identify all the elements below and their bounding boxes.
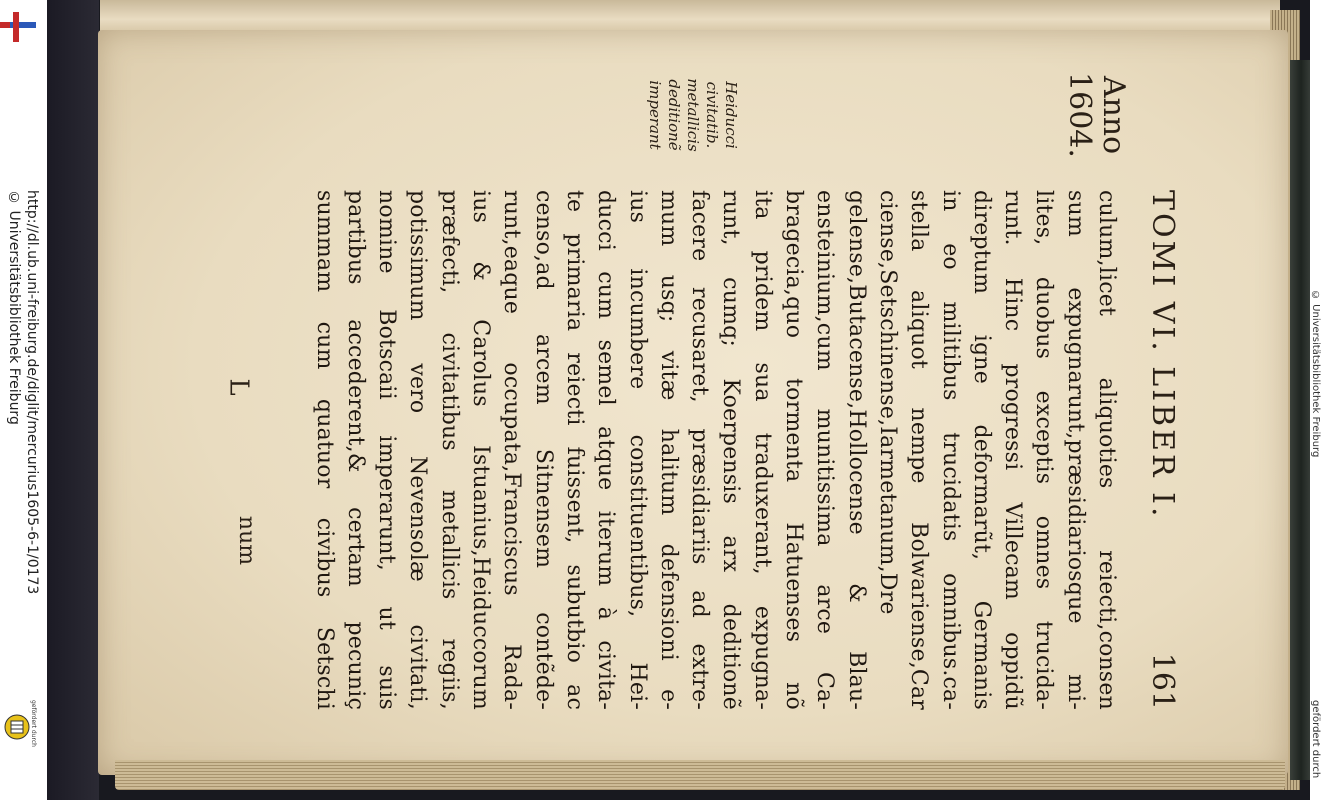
margin-note: deditionẽ: [665, 79, 683, 151]
text-line: potissimum vero Nevensolæ civitati,: [405, 190, 431, 710]
text-line: runt,eaque occupata,Franciscus Rada-: [499, 190, 525, 710]
scan-left-shadow: [47, 0, 99, 800]
text-line: ius & Carolus Istuanius,Heiduccorum: [468, 190, 494, 710]
margin-note: metallicis: [684, 78, 702, 152]
right-copyright: © Universitätsbibliothek Freiburg: [1310, 290, 1321, 458]
text-line: ciense,Setschinense,Iarmetanum,Dre: [874, 190, 900, 615]
book-spine: [1290, 60, 1312, 780]
catchword: num: [234, 515, 260, 566]
text-line: lites, duobus exceptis omnes trucida-: [1031, 190, 1057, 710]
text-line: te primaria reiecti fuissent, subutbio ac: [561, 190, 587, 710]
viewer-right-strip: [1310, 0, 1323, 800]
page-foot: [210, 40, 1210, 740]
header-title: TOMI VI. LIBER I.: [1145, 190, 1180, 520]
signature-mark-rendered: L: [223, 378, 254, 396]
margin-anno: Anno: [1096, 75, 1131, 155]
margin-note: Heiducci: [722, 81, 740, 149]
viewer-source-text: [6, 0, 46, 800]
source-url[interactable]: http://dl.ub.uni-freiburg.de/diglit/mercurius1605-6-1/0173: [24, 190, 40, 595]
text-line: gelense,Butacense,Hollocense & Blau-: [843, 190, 869, 710]
text-line: bragecia,quo tormenta Hatuenses nõ: [781, 190, 807, 710]
text-line: runt. Hinc progressi Villecam oppidũ: [1000, 190, 1026, 710]
funded-by-label: gefördert durch: [30, 700, 37, 747]
text-line: præfecti, civitatibus metallicis regiis,: [436, 190, 462, 710]
text-line: nomine Botscaii imperarunt, ut suis: [374, 190, 400, 710]
text-line: mum usq; vitæ halitum defensioni e-: [655, 190, 681, 710]
text-line: stella aliquot nempe Bolwariense,Car: [906, 190, 932, 710]
page-number: 161: [1145, 652, 1180, 710]
text-line: runt, cumq; Koerpensis arx deditionẽ: [718, 190, 744, 710]
margin-year-value: 1604.: [1062, 72, 1097, 158]
text-line: summam cum quatuor civibus Setschi: [311, 190, 337, 710]
margin-note: imperant: [646, 80, 664, 150]
text-line: sum expugnarunt,præsidiariosque mi-: [1062, 190, 1088, 710]
margin-note: civitatib.: [703, 81, 721, 149]
text-line: facere recusaret, præsidiariis ad extre-: [687, 190, 713, 710]
page-bottom-edge: [115, 760, 1285, 790]
text-line: ita pridem sua traduxerant, expugna-: [749, 190, 775, 710]
text-line: direptum igne deformarũt, Germanis: [968, 190, 994, 710]
text-line: in eo militibus trucidatis omnibus.ca-: [937, 190, 963, 710]
text-line: ducci cum semel atque iterum à civita-: [593, 190, 619, 710]
text-line: partibus accederent,& certam pecuniç: [342, 190, 368, 710]
copyright-notice: © Universitätsbibliothek Freiburg: [6, 190, 22, 425]
text-line: ius incumbere constituentibus, Hei-: [624, 190, 650, 710]
viewer-left-strip: [0, 0, 47, 800]
funding-logo-icon: [4, 712, 30, 742]
text-line: culum,licet aliquoties reiecti,consen: [1094, 190, 1119, 710]
facing-page-edge: [100, 0, 1280, 33]
right-funded: gefördert durch: [1310, 700, 1321, 779]
text-line: ensteinium,cum munitissima arce Ca-: [812, 190, 838, 710]
text-line: censo,ad arcem Sitnensem contẽde-: [530, 190, 556, 710]
